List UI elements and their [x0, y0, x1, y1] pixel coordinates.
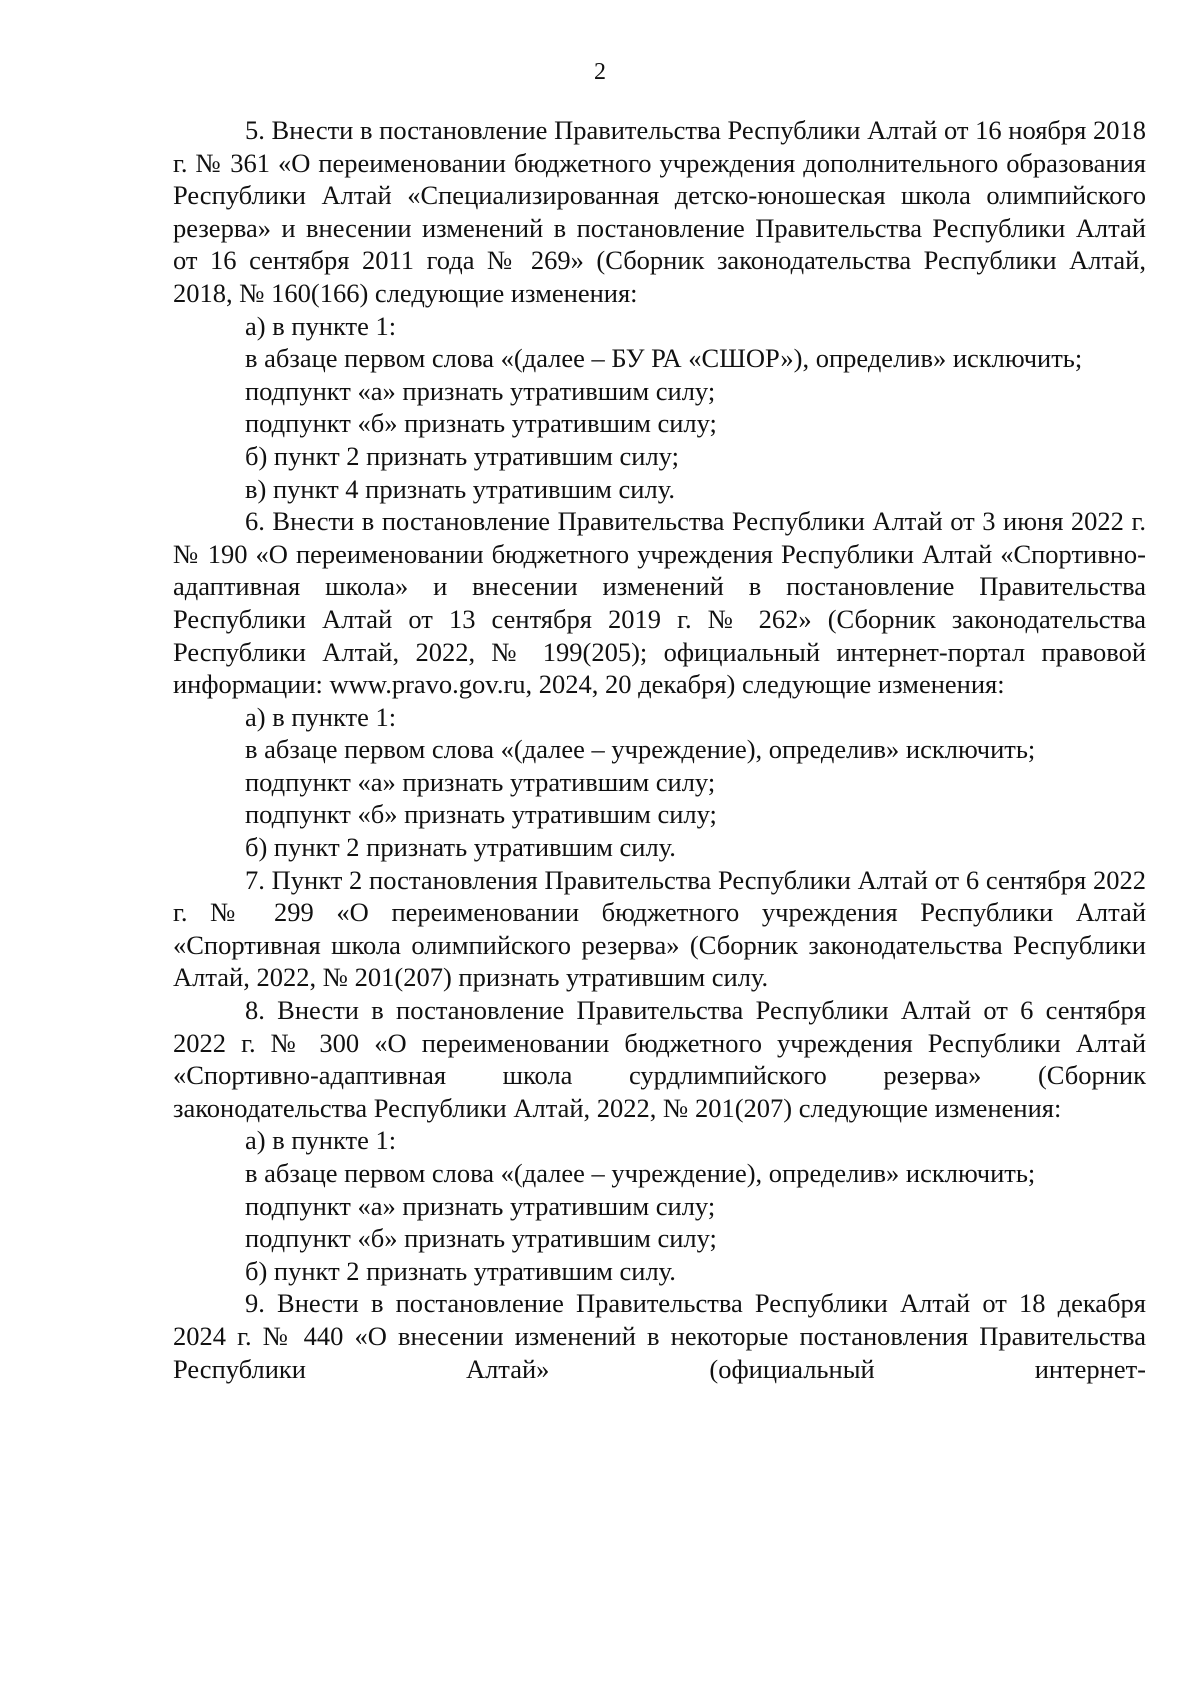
paragraph-6-abzac: в абзаце первом слова «(далее – учреждение), определив» исключить;	[245, 734, 1036, 765]
paragraph-8-subpoint-a: подпункт «а» признать утратившим силу;	[245, 1190, 716, 1221]
paragraph-5: 5. Внести в постановление Правительства Республики Алтай от 16 ноября 2018 г. № 361 «О переименовании бюджетного учреждения дополнительного образования Республики Алтай «Специализированная детско-юношеская школа олимпийского резерва» и внесении изменений в постановление Правительства Республики Алтай от 16 сентября 2011 года № 269» (Сборник законодательства Республики Алтай, 2018, № 160(166) следующие изменения:	[173, 115, 1146, 308]
paragraph-6-subpoint-a: подпункт «а» признать утратившим силу;	[245, 766, 716, 797]
paragraph-5-item-v: в) пункт 4 признать утратившим силу.	[245, 473, 675, 504]
paragraph-8-subpoint-b: подпункт «б» признать утратившим силу;	[245, 1223, 717, 1254]
paragraph-5-subpoint-a: подпункт «а» признать утратившим силу;	[245, 375, 716, 406]
paragraph-5-abzac: в абзаце первом слова «(далее – БУ РА «СШОР»), определив» исключить;	[245, 343, 1083, 374]
paragraph-6: 6. Внести в постановление Правительства Республики Алтай от 3 июня 2022 г. № 190 «О переименовании бюджетного учреждения Республики Алтай «Спортивно-адаптивная школа» и внесении изменений в постановление Правительства Республики Алтай от 13 сентября 2019 г. № 262» (Сборник законодательства Республики Алтай, 2022, № 199(205); официальный интернет-портал правовой информации: www.pravo.gov.ru, 2024, 20 декабря) следующие изменения:	[173, 506, 1146, 700]
paragraph-9: 9. Внести в постановление Правительства Республики Алтай от 18 декабря 2024 г. № 440 «О внесении изменений в некоторые постановления Правительства Республики Алтай» (официальный интернет-	[173, 1288, 1146, 1384]
paragraph-8-abzac: в абзаце первом слова «(далее – учреждение), определив» исключить;	[245, 1158, 1036, 1188]
paragraph-6-item-b: б) пункт 2 признать утратившим силу.	[245, 832, 676, 863]
paragraph-6-subpoint-b: подпункт «б» признать утратившим силу;	[245, 799, 717, 830]
paragraph-5-item-b: б) пункт 2 признать утратившим силу;	[245, 440, 679, 471]
paragraph-5-subpoint-b: подпункт «б» признать утратившим силу;	[245, 408, 717, 439]
paragraph-8-item-b: б) пункт 2 признать утратившим силу.	[245, 1255, 676, 1286]
paragraph-8-subitem-a: а) в пункте 1:	[245, 1125, 397, 1156]
page-number: 2	[594, 59, 606, 85]
paragraph-7: 7. Пункт 2 постановления Правительства Республики Алтай от 6 сентября 2022 г. № 299 «О переименовании бюджетного учреждения Республики Алтай «Спортивная школа олимпийского резерва» (Сборник законодательства Республики Алтай, 2022, № 201(207) признать утратившим силу.	[173, 864, 1146, 993]
paragraph-5-subitem-a: а) в пункте 1:	[245, 310, 397, 341]
paragraph-6-subitem-a: а) в пункте 1:	[245, 701, 397, 732]
document-body	[173, 114, 1146, 1385]
paragraph-8: 8. Внести в постановление Правительства Республики Алтай от 6 сентября 2022 г. № 300 «О переименовании бюджетного учреждения Республики Алтай «Спортивно-адаптивная школа сурдлимпийского резерва» (Сборник законодательства Республики Алтай, 2022, № 201(207) следующие изменения:	[173, 995, 1146, 1123]
